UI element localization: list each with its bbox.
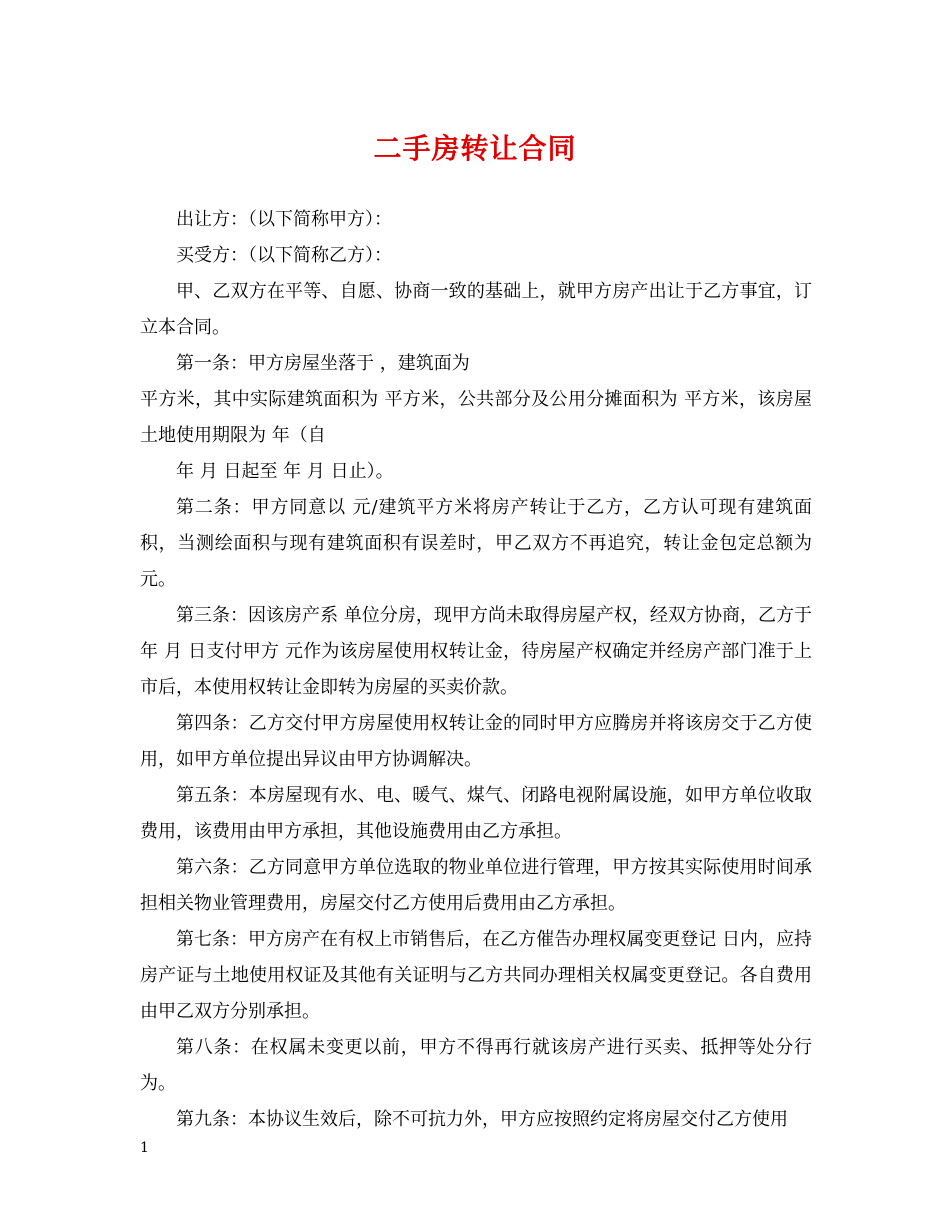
paragraph-article-1-area: 平方米，其中实际建筑面积为 平方米，公共部分及公用分摊面积为 平方米，该房屋土地使用期限为 年（自 — [140, 389, 812, 446]
paragraph-preamble: 甲、乙双方在平等、自愿、协商一致的基础上，就甲方房产出让于乙方事宜，订立本合同。 — [140, 281, 812, 338]
paragraph-article-7: 第七条：甲方房产在有权上市销售后，在乙方催告办理权属变更登记 日内，应持房产证与土地使用权证及其他有关证明与乙方共同办理相关权属变更登记。各自费用由甲乙双方分别承担。 — [140, 929, 812, 1022]
paragraph-article-5: 第五条：本房屋现有水、电、暖气、煤气、闭路电视附属设施，如甲方单位收取费用，该费用由甲方承担，其他设施费用由乙方承担。 — [140, 785, 812, 842]
paragraph-article-2: 第二条：甲方同意以 元/建筑平方米将房产转让于乙方，乙方认可现有建筑面积，当测绘面积与现有建筑面积有误差时，甲乙双方不再追究，转让金包定总额为 元。 — [140, 497, 818, 590]
paragraph-article-1: 第一条：甲方房屋坐落于 ，建筑面为 — [176, 353, 470, 374]
document-title: 二手房转让合同 — [373, 132, 577, 165]
paragraph-buyer: 买受方：（以下简称乙方）： — [176, 245, 392, 266]
paragraph-seller: 出让方：（以下简称甲方）： — [176, 209, 392, 230]
paragraph-article-1-dates: 年 月 日起至 年 月 日止）。 — [176, 461, 394, 482]
paragraph-article-9: 第九条：本协议生效后，除不可抗力外，甲方应按照约定将房屋交付乙方使用 — [176, 1109, 788, 1130]
page-number: 1 — [140, 1140, 149, 1156]
document-body — [140, 202, 818, 1138]
paragraph-article-4: 第四条：乙方交付甲方房屋使用权转让金的同时甲方应腾房并将该房交于乙方使用，如甲方单位提出异议由甲方协调解决。 — [140, 713, 812, 770]
paragraph-article-3: 第三条：因该房产系 单位分房，现甲方尚未取得房屋产权，经双方协商，乙方于 年 月 日支付甲方 元作为该房屋使用权转让金，待房屋产权确定并经房产部门准于上市后，本使用权转让金即转为房屋的买卖价款。 — [140, 605, 818, 698]
paragraph-article-8: 第八条：在权属未变更以前，甲方不得再行就该房产进行买卖、抵押等处分行为。 — [140, 1037, 812, 1094]
paragraph-article-6: 第六条：乙方同意甲方单位选取的物业单位进行管理，甲方按其实际使用时间承担相关物业管理费用，房屋交付乙方使用后费用由乙方承担。 — [140, 857, 812, 914]
